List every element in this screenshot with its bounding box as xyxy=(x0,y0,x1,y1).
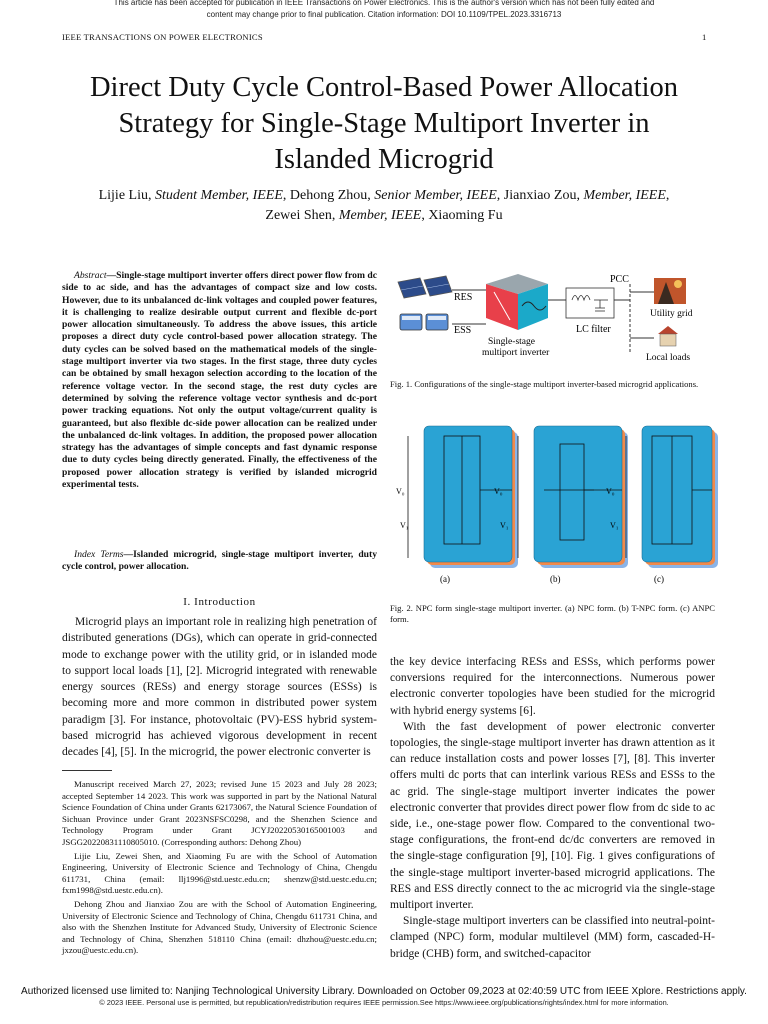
label-v1-b: V₁ xyxy=(500,521,509,530)
intro-paragraph: Microgrid plays an important role in realizing high penetration of distributed generations (DGs), which can operate in grid-connected mode to exchange power with the utility grid, or in islanded mode to support local loads [1], [2]. Microgrid integrated with renewable energy sources (RESs) and energy storage sources (ESSs) is becoming more and more common in distributed power system paradigm [3]. For instance, photovoltaic (PV)-ESS hybrid system-based microgrid has achieved vigorous development in recent decades [4], [5]. In the microgrid, the power electronic converter is xyxy=(62,616,377,759)
footnote-manuscript: Manuscript received March 27, 2023; revised June 15 2023 and July 28 2023; accepted September 14 2023. This work was supported in part by the National Natural Science Foundation of China under Grants 62173067, the Natural Science Foundation of Sichuan Province under Grant 2023NSFSC0298, and the Shenzhen Science and Technology Program under Grant JCYJ20220530165001003 and JSGG20220831110805010. (Corresponding authors: Dehong Zhou) xyxy=(62,779,377,847)
panel-b-tnpc xyxy=(534,426,628,568)
footnote-rule xyxy=(62,770,112,771)
author-role: Student Member, IEEE xyxy=(154,188,283,203)
label-lc-filter: LC filter xyxy=(576,324,611,335)
label-panel-b: (b) xyxy=(550,574,561,584)
index-terms xyxy=(62,549,377,574)
section-heading: I. Introduction xyxy=(183,596,256,608)
label-v1-c: V₁ xyxy=(610,521,619,530)
figure-1-caption: Fig. 1. Configurations of the single-stage multiport inverter-based microgrid applications. xyxy=(390,379,699,389)
author-list: Lijie Liu, Student Member, IEEE, Dehong Zhou, Senior Member, IEEE, Jianxiao Zou, Member, IEEE, Zewei Shen, Member, IEEE, Xiaoming Fu xyxy=(98,188,670,223)
running-header: IEEE TRANSACTIONS ON POWER ELECTRONICS xyxy=(62,32,263,42)
label-v1-a: V₁ xyxy=(400,521,409,530)
index-terms-text: —Islanded microgrid, single-stage multiport inverter, duty cycle control, power allocation. xyxy=(62,549,378,573)
figure-2-inverter-schematics xyxy=(394,418,718,584)
introduction-body xyxy=(62,614,377,761)
publication-note-line1: This article has been accepted for publication in IEEE Transactions on Power Electronics. This is the author's version which has not been fully edited and xyxy=(113,0,655,7)
body-paragraph: the key device interfacing RESs and ESSs, which performs power conversions required for the interconnections. Numerous power electronic converter topologies have been studied for the microgrid with hybrid energy systems [6]. xyxy=(390,656,715,717)
abstract-text: —Single-stage multiport inverter offers direct power flow from dc side to ac side, and has the advantages of compact size and low costs. However, due to its unbalanced dc-link voltages and coupled power features, it is challenging to realize desirable output current and flexible dc-port power allocation simultaneously. To address the above issues, this article proposes a direct duty cycle control-based power allocation strategy. The duty cycles can be solved based on the mathematical models of the single-stage multiport inverter via two stages. In the first stage, three duty cycles can be obtained by small hexagon selection according to the location of the reference voltage vector. In the second stage, the rest duty cycles are determined by solving the reference voltage vector synthesis and dc-port power tracking equations. Not only the output voltage/current quality is guaranteed, but also flexible dc-side power allocation can be realized under the unbalanced dc-link voltages. In addition, the proposed power allocation strategy has the advantages of simple concepts and fast dynamic response due to duty cycles being directly generated. Finally, the effectiveness of the proposed power allocation strategy is verified by islanded microgrid experimental tests. xyxy=(62,270,377,491)
author-name: Xiaoming Fu xyxy=(428,208,503,223)
license-footer: Authorized licensed use limited to: Nanjing Technological University Library. Downloaded on October 09,2023 at 02:40:59 UTC from IEEE Xplore. Restrictions apply. xyxy=(21,986,747,997)
label-panel-c: (c) xyxy=(654,574,664,584)
author-name: Lijie Liu, xyxy=(98,188,152,203)
local-loads-icon xyxy=(658,326,678,346)
label-pcc: PCC xyxy=(610,274,629,285)
label-v0-b: V₀ xyxy=(494,487,503,496)
footnote-affiliation-1: Lijie Liu, Zewei Shen, and Xiaoming Fu are with the School of Automation Engineering, University of Electronic Science and Technology of China, Chengdu 611731, China (email: llj1996@std.uestc.edu.cn; shenzw@std.uestc.edu.cn; fxm1998@std.uestc.edu.cn). xyxy=(62,850,377,896)
label-res: RES xyxy=(454,292,473,303)
label-ess: ESS xyxy=(454,325,472,336)
page-number: 1 xyxy=(702,32,707,42)
author-name: Jianxiao Zou, xyxy=(503,188,580,203)
body-paragraph: With the fast development of power electronic converter topologies, the single-stage multiport inverter has drawn attention as it can reduce installation costs and power losses [7], [8]. This inverter offers multi dc ports that can interlink various RESs and ESSs to the ac grid. The single-stage multiport inverter indicates the power electronic converter that provides direct power flow from dc side to ac side, i.e., one-stage power flow. Compared to the conventional two-stage configurations, the front-end dc/dc converters are removed in the single-stage configuration [9], [10]. Fig. 1 gives configurations of the single-stage multiport inverter-based microgrid applications. The RES and ESS directly connect to the ac microgrid via the single-stage multiport inverter. xyxy=(390,720,715,912)
abstract-lead: Abstract xyxy=(74,270,107,281)
author-name: Dehong Zhou, xyxy=(289,188,371,203)
title-line2: Strategy for Single-Stage Multiport Inverter in xyxy=(118,108,650,139)
label-v0-c: V₀ xyxy=(606,487,615,496)
publication-note-line2: content may change prior to final publication. Citation information: DOI 10.1109/TPEL.2023.3316713 xyxy=(206,10,562,19)
body-paragraph: Single-stage multiport inverters can be classified into neutral-point-clamped (NPC) form, modular multilevel (MM) form, cascaded-H-bridge (CHB) form, and switched-capacitor xyxy=(390,915,715,960)
figure-1-microgrid-diagram xyxy=(396,270,726,370)
panel-a-npc xyxy=(424,426,518,568)
label-panel-a: (a) xyxy=(440,574,450,584)
title-line3: Islanded Microgrid xyxy=(274,144,494,175)
label-v0-a: V₀ xyxy=(396,487,405,496)
figure-2-caption: Fig. 2. NPC form single-stage multiport inverter. (a) NPC form. (b) T-NPC form. (c) ANPC form. xyxy=(390,603,715,625)
abstract xyxy=(62,270,377,491)
utility-grid-icon xyxy=(654,278,686,304)
author-role: Senior Member, IEEE xyxy=(374,188,497,203)
author-role: Member, IEEE xyxy=(338,208,422,223)
label-inverter-line2: multiport inverter xyxy=(482,348,550,358)
lc-filter-box xyxy=(548,288,630,318)
paper-title xyxy=(40,70,728,178)
label-utility-grid: Utility grid xyxy=(650,309,693,319)
author-role: Member, IEEE xyxy=(583,188,666,203)
copyright-footer: © 2023 IEEE. Personal use is permitted, but republication/redistribution requires IEEE permission.See https://www.ieee.org/publications/rights/index.html for more information. xyxy=(99,998,669,1007)
author-name: Zewei Shen, xyxy=(265,208,336,223)
title-line1: Direct Duty Cycle Control-Based Power Allocation xyxy=(89,72,679,103)
footnote-affiliation-2: Dehong Zhou and Jianxiao Zou are with the School of Automation Engineering, University of Electronic Science and Technology of China, Chengdu 611731 China, and also with the Shenzhen Institute for Advanced Study, University of Electronic Science and Technology of China, Shenzhen 518110 China (email: dhzhou@uestc.edu.cn; jxzou@uestc.edu.cn). xyxy=(62,898,377,956)
publication-note xyxy=(0,0,768,21)
label-inverter-line1: Single-stage xyxy=(488,337,535,347)
pv-panel-icon xyxy=(398,276,452,298)
right-column-body xyxy=(390,654,715,962)
inverter-cube-icon xyxy=(486,274,548,330)
panel-c-anpc xyxy=(642,426,718,568)
index-terms-lead: Index Terms xyxy=(74,549,124,560)
battery-icon xyxy=(400,314,448,330)
label-local-loads: Local loads xyxy=(646,353,691,363)
footnotes xyxy=(62,779,377,959)
